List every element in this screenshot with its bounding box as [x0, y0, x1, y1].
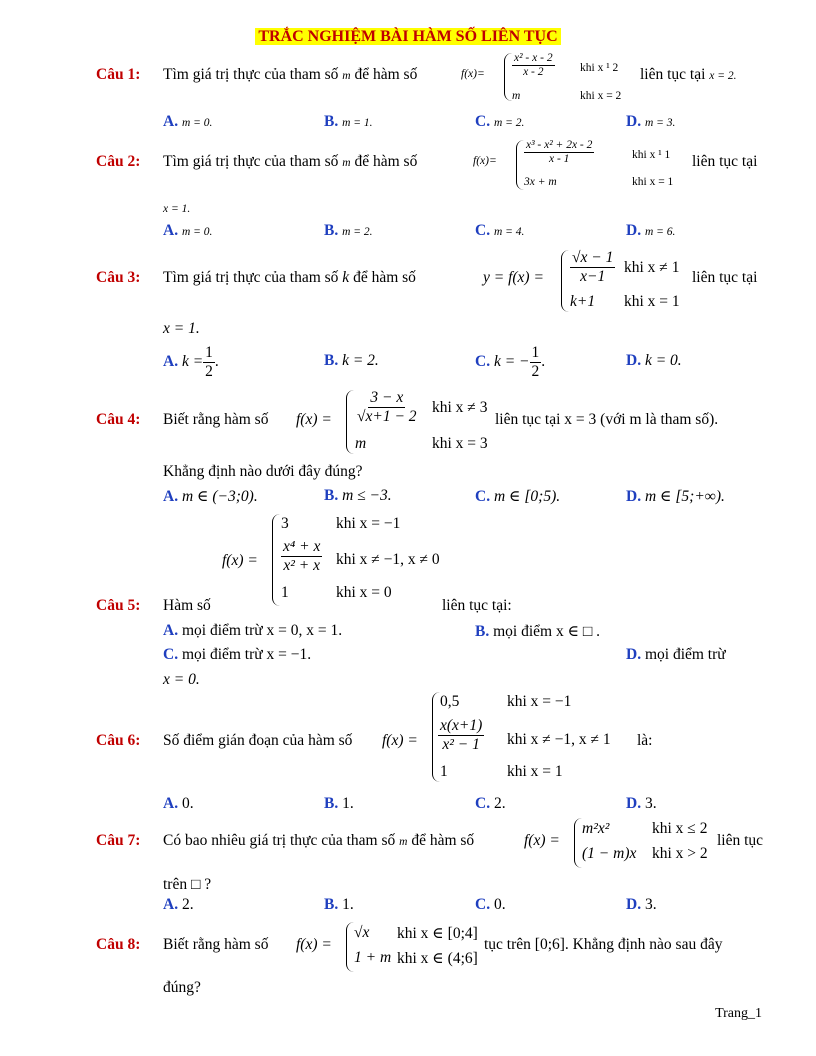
piece-condition: khi x ≠ −1, x ≠ 1	[507, 731, 611, 748]
piece-condition: khi x ∈ [0;4]	[397, 925, 478, 942]
option-c[interactable]: C. m = 2.	[475, 113, 525, 130]
option-b[interactable]: B. m ≤ −3.	[324, 487, 392, 504]
piecewise-brace	[272, 514, 280, 606]
piecewise-brace	[561, 250, 569, 312]
function-name: f(x) =	[296, 936, 332, 953]
option-d[interactable]: D. 3.	[626, 896, 657, 913]
question-text-continued: trên □ ?	[163, 876, 212, 893]
option-d[interactable]: D. m = 3.	[626, 113, 676, 130]
question-text-continued: Khẳng định nào dưới đây đúng?	[163, 463, 363, 480]
question-label: Câu 5:	[96, 597, 141, 614]
option-a[interactable]: A. k = $\frac{1}{2}$ .	[163, 344, 219, 380]
piece-expression: 1 + m	[354, 949, 392, 966]
piecewise-brace	[516, 140, 524, 190]
option-b[interactable]: B. m = 1.	[324, 113, 373, 130]
question-label: Câu 2:	[96, 153, 141, 170]
option-c[interactable]: C. 2.	[475, 795, 506, 812]
option-a[interactable]: A. m = 0.	[163, 222, 213, 239]
option-a[interactable]: A. m = 0.	[163, 113, 213, 130]
option-b[interactable]: B. k = 2.	[324, 352, 379, 369]
question-text: Tìm giá trị thực của tham số m để hàm số	[163, 66, 418, 83]
piecewise-brace	[574, 818, 582, 868]
option-b[interactable]: B. 1.	[324, 795, 354, 812]
piece-expression: m	[512, 90, 521, 102]
piece-condition: khi x = 3	[432, 435, 488, 452]
question-text-tail: liên tục tại x = 3 (với m là tham số).	[495, 411, 719, 428]
option-b[interactable]: B. m = 2.	[324, 222, 373, 239]
question-label: Câu 3:	[96, 269, 141, 286]
piece-expression: (1 − m)x	[582, 845, 637, 862]
piece-fraction: $\frac{\text{x⁴ + x}}{\text{x² + x}}$	[283, 538, 321, 574]
question-text-tail: liên tục	[717, 832, 764, 849]
option-a[interactable]: A. 0.	[163, 795, 194, 812]
piecewise-brace	[346, 922, 354, 972]
option-c[interactable]: C. m ∈ [0;5).	[475, 488, 561, 505]
question-text-continued: x = 1.	[163, 320, 200, 337]
piece-condition: khi x = 2	[580, 90, 622, 102]
option-b[interactable]: B. 1.	[324, 896, 354, 913]
question-label: Câu 1:	[96, 66, 141, 83]
question-label: Câu 8:	[96, 936, 141, 953]
option-a[interactable]: A. mọi điểm trừ x = 0, x = 1.	[163, 622, 343, 639]
function-name: f(x) =	[222, 552, 258, 569]
question-text: Số điểm gián đoạn của hàm số	[163, 732, 353, 749]
piece-expression: √x	[354, 924, 370, 941]
page-footer: Trang_1	[715, 1006, 762, 1021]
question-text: Biết rằng hàm số	[163, 411, 269, 428]
question-text-tail: liên tục tại	[692, 269, 758, 286]
option-c[interactable]: C. m = 4.	[475, 222, 525, 239]
function-name: f(x) =	[296, 411, 332, 428]
question-text: Hàm số	[163, 597, 211, 614]
function-name: f(x)=	[473, 155, 497, 167]
piece-condition: khi x = 1	[624, 293, 680, 310]
piece-condition: khi x ∈ (4;6]	[397, 950, 478, 967]
question-text: Biết rằng hàm số	[163, 936, 269, 953]
option-d[interactable]: D. 3.	[626, 795, 657, 812]
function-name: f(x) =	[382, 732, 418, 749]
piece-condition: khi x ≠ −1, x ≠ 0	[336, 551, 440, 568]
option-d[interactable]: D. mọi điểm trừ	[626, 646, 726, 663]
piece-condition: khi x = −1	[507, 693, 572, 710]
question-label: Câu 7:	[96, 832, 141, 849]
piece-expression: 3x + m	[524, 176, 557, 188]
function-name: f(x) =	[524, 832, 560, 849]
piece-condition: khi x ≠ 1	[624, 259, 680, 276]
option-d[interactable]: D. k = 0.	[626, 352, 682, 369]
piece-expression: 0,5	[440, 693, 460, 710]
piece-condition: khi x ¹ 2	[580, 62, 619, 74]
question-text-tail: là:	[637, 732, 653, 749]
function-name: f(x)=	[461, 68, 485, 80]
piece-expression: m²x²	[582, 820, 610, 837]
question-text: Tìm giá trị thực của tham số k để hàm số	[163, 269, 416, 286]
question-text-continued: đúng?	[163, 979, 201, 996]
function-name: y = f(x) =	[483, 269, 544, 286]
piece-fraction: $\frac{√x - 1}{x-1}$	[572, 249, 614, 285]
question-text-tail: liên tục tại	[692, 153, 758, 170]
piece-condition: khi x = −1	[336, 515, 401, 532]
option-c[interactable]: C. 0.	[475, 896, 506, 913]
question-text-tail: liên tục tại:	[442, 597, 512, 614]
piecewise-brace	[504, 53, 512, 101]
option-c[interactable]: C. mọi điểm trừ x = −1.	[163, 646, 312, 663]
question-text-continued: x = 1.	[163, 203, 191, 215]
piece-condition: khi x ≤ 2	[652, 820, 708, 837]
piece-expression: 1	[281, 584, 289, 601]
piece-fraction: $\frac{\text{x² - x - 2}}{x - 2}$	[514, 52, 553, 79]
option-d-continued: x = 0.	[163, 671, 200, 688]
question-label: Câu 6:	[96, 732, 141, 749]
piece-expression: 3	[281, 515, 289, 532]
option-d[interactable]: D. m ∈ [5;+∞).	[626, 488, 725, 505]
piece-condition: khi x = 1	[507, 763, 563, 780]
piece-fraction: $\frac{\text{x³ - x² + 2x - 2}}{x - 1}$	[526, 139, 593, 166]
question-text: Có bao nhiêu giá trị thực của tham số m để hàm số	[163, 832, 475, 849]
piece-condition: khi x ≠ 3	[432, 399, 488, 416]
page-title: TRẮC NGHIỆM BÀI HÀM SỐ LIÊN TỤC	[0, 28, 816, 46]
option-a[interactable]: A. m ∈ (−3;0).	[163, 488, 258, 505]
question-label: Câu 4:	[96, 411, 141, 428]
question-text-tail: liên tục tại x = 2.	[640, 66, 737, 83]
question-text: Tìm giá trị thực của tham số m để hàm số	[163, 153, 418, 170]
piece-condition: khi x = 0	[336, 584, 392, 601]
piece-expression: k+1	[570, 293, 596, 310]
piece-condition: khi x > 2	[652, 845, 708, 862]
piece-expression: m	[355, 435, 367, 452]
piece-fraction: $\frac{x(x+1)}{\text{x² − 1}}$	[440, 717, 483, 753]
piece-fraction: $\frac{3 - x}{√x+1 - 2}$	[357, 389, 417, 425]
option-b[interactable]: B. mọi điểm x ∈ □ .	[475, 623, 601, 640]
option-a[interactable]: A. 2.	[163, 896, 194, 913]
piece-condition: khi x = 1	[632, 176, 674, 188]
question-text-tail: tục trên [0;6]. Khẳng định nào sau đây	[484, 936, 723, 953]
piecewise-brace	[346, 390, 354, 454]
piece-condition: khi x ¹ 1	[632, 149, 671, 161]
option-c[interactable]: C. k = − $\frac{1}{2}$ .	[475, 344, 546, 380]
piece-expression: 1	[440, 763, 448, 780]
option-d[interactable]: D. m = 6.	[626, 222, 676, 239]
